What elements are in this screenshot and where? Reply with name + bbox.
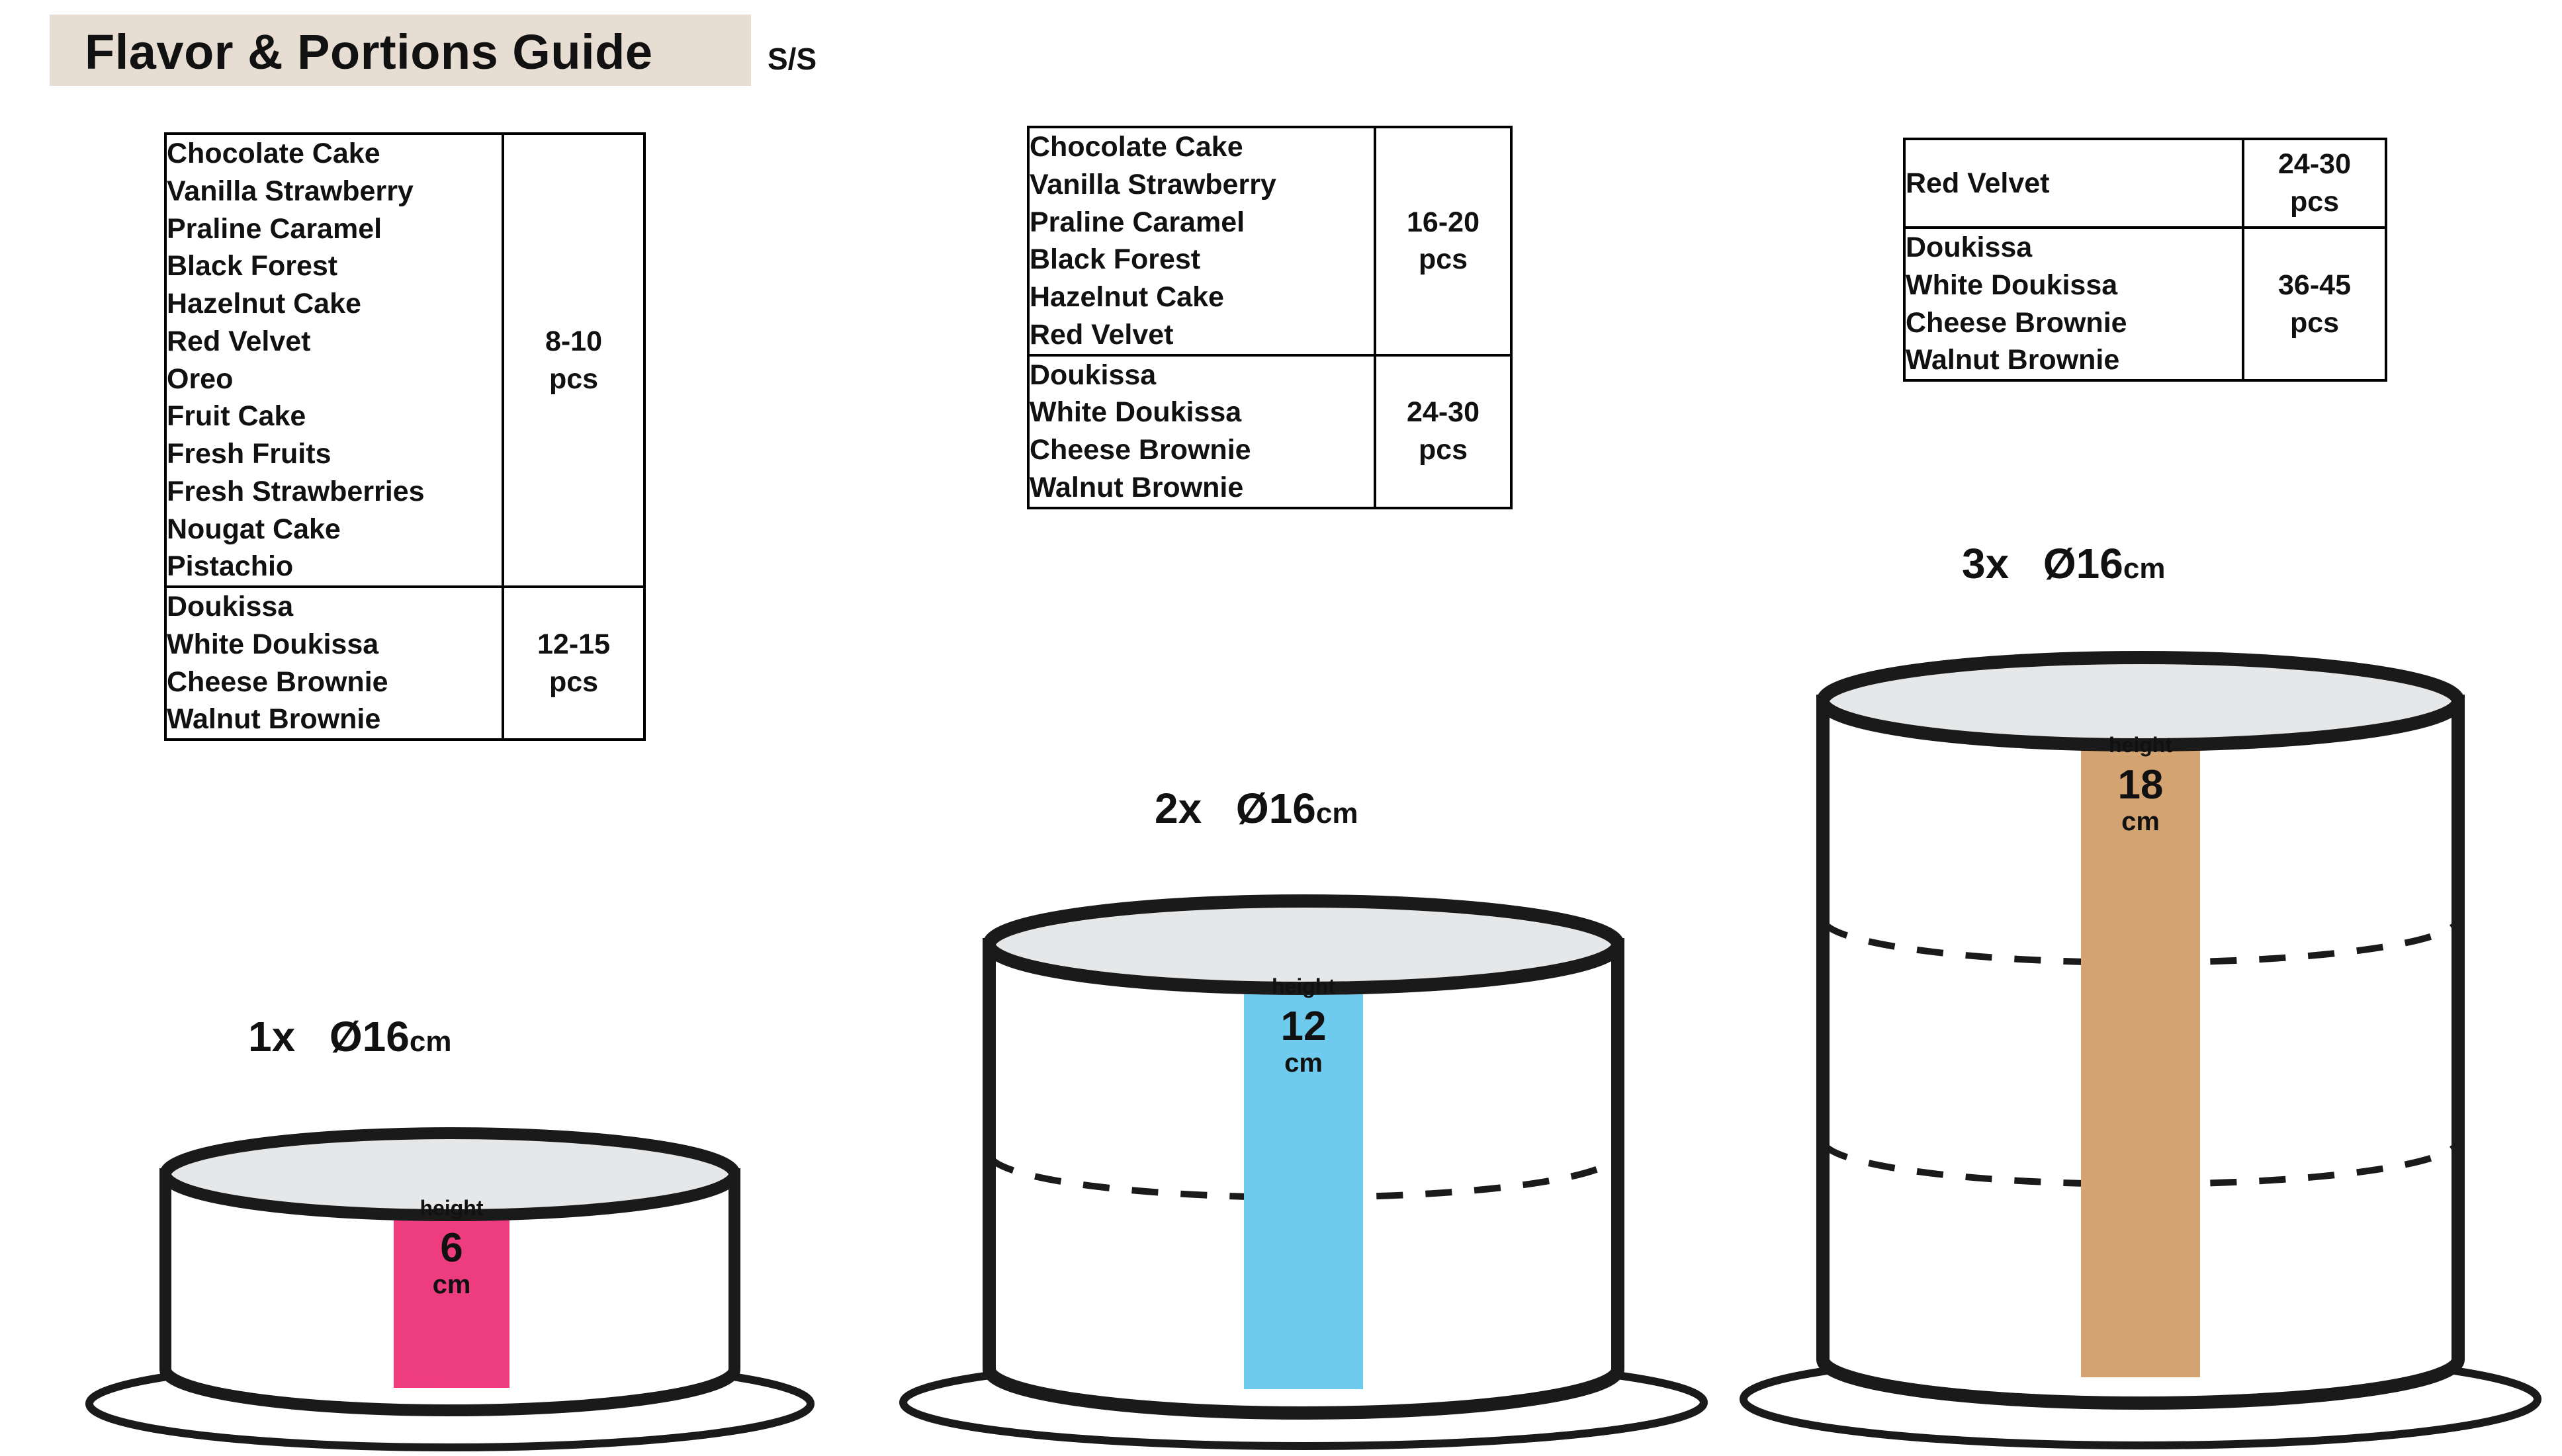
cake-3x-size-label bbox=[1962, 539, 2165, 588]
cake-3x-height-band bbox=[2081, 696, 2200, 1377]
flavor-item: Praline Caramel bbox=[167, 212, 382, 245]
table-row bbox=[165, 134, 644, 587]
flavor-list-cell bbox=[165, 587, 503, 740]
flavor-item: Vanilla Strawberry bbox=[1030, 168, 1276, 200]
portions-value: 24-30 bbox=[1407, 396, 1480, 429]
flavor-item: Pistachio bbox=[167, 550, 294, 583]
flavor-item: Cheese Brownie bbox=[167, 665, 388, 698]
cake-2x-illustration bbox=[873, 867, 1734, 1455]
cake-2x-height-word: height bbox=[1272, 974, 1335, 998]
flavor-item: Red Velvet bbox=[167, 325, 311, 357]
flavor-item: Doukissa bbox=[1906, 232, 2033, 263]
flavor-item: White Doukissa bbox=[167, 628, 379, 660]
table-row bbox=[1028, 127, 1511, 355]
cake-3x-height-value: 18 bbox=[2117, 762, 2164, 808]
page-title: Flavor & Portions Guide bbox=[85, 24, 653, 79]
portions-value: 36-45 bbox=[2278, 269, 2351, 301]
portions-cell bbox=[1375, 355, 1511, 508]
portions-unit: pcs bbox=[1418, 434, 1468, 466]
cake-2x-diameter: Ø16 bbox=[1235, 785, 1316, 832]
flavor-item: Black Forest bbox=[1030, 243, 1201, 276]
cake-2x-quantity: 2x bbox=[1155, 785, 1202, 832]
table-row bbox=[165, 587, 644, 740]
cake-1x-height-value: 6 bbox=[440, 1225, 463, 1271]
flavor-item: Chocolate Cake bbox=[1030, 131, 1243, 163]
cake-1x-illustration bbox=[66, 1098, 834, 1455]
cake-3x-illustration bbox=[1720, 622, 2561, 1455]
cake-2x-height-value: 12 bbox=[1280, 1004, 1327, 1049]
portions-value: 24-30 bbox=[2278, 148, 2351, 181]
cake-2x-height-unit: cm bbox=[1284, 1049, 1323, 1078]
flavor-item: Black Forest bbox=[167, 250, 338, 282]
flavor-list-cell bbox=[1028, 127, 1375, 355]
cake-1x-diameter-unit: cm bbox=[409, 1025, 452, 1058]
cake-3x-height-word: height bbox=[2109, 733, 2172, 757]
flavor-item: Chocolate Cake bbox=[167, 138, 380, 169]
cake-2x-size-label bbox=[1155, 784, 1358, 833]
flavor-item: Red Velvet bbox=[1030, 318, 1174, 351]
cake-3x-quantity: 3x bbox=[1962, 540, 2010, 587]
cake-3x-height-unit: cm bbox=[2121, 807, 2160, 836]
flavor-item: Walnut Brownie bbox=[1906, 344, 2120, 376]
flavor-item: Cheese Brownie bbox=[1906, 306, 2127, 339]
cake-1x-height-word: height bbox=[420, 1196, 484, 1220]
flavor-item: White Doukissa bbox=[1030, 396, 1242, 429]
cake-1x-size-label bbox=[248, 1012, 451, 1061]
flavor-list-cell bbox=[1028, 355, 1375, 508]
flavor-item: Hazelnut Cake bbox=[167, 288, 361, 320]
season-label: S/S bbox=[768, 42, 817, 76]
flavor-list-cell bbox=[165, 134, 503, 587]
portions-unit: pcs bbox=[1418, 243, 1468, 276]
flavor-item: Oreo bbox=[167, 363, 234, 395]
cake-1x-diameter: Ø16 bbox=[329, 1013, 410, 1060]
cake-2x-height-band bbox=[1244, 939, 1363, 1389]
portions-unit: pcs bbox=[2289, 306, 2340, 339]
flavor-item: Praline Caramel bbox=[1030, 206, 1245, 238]
table-row bbox=[1028, 355, 1511, 508]
portions-unit: pcs bbox=[2289, 186, 2340, 218]
cake-2x-diameter-unit: cm bbox=[1315, 797, 1358, 830]
flavor-item: Nougat Cake bbox=[167, 513, 341, 545]
portions-cell bbox=[503, 587, 644, 740]
flavor-item: Fresh Strawberries bbox=[167, 475, 425, 507]
portions-table-1x bbox=[164, 132, 646, 741]
flavor-item: Walnut Brownie bbox=[1030, 471, 1244, 503]
cake-1x-height-unit: cm bbox=[432, 1270, 471, 1299]
portions-unit: pcs bbox=[549, 665, 599, 698]
portions-unit: pcs bbox=[549, 363, 599, 395]
flavor-list-cell bbox=[1904, 139, 2243, 228]
cake-3x-diameter: Ø16 bbox=[2043, 540, 2123, 587]
table-row bbox=[1904, 228, 2386, 380]
flavor-item: Red Velvet bbox=[1906, 167, 2050, 199]
portions-value: 12-15 bbox=[537, 628, 610, 660]
portions-value: 16-20 bbox=[1407, 206, 1480, 238]
portions-cell bbox=[1375, 127, 1511, 355]
portions-cell bbox=[503, 134, 644, 587]
portions-cell bbox=[2243, 228, 2386, 380]
table-row bbox=[1904, 139, 2386, 228]
portions-table-3x bbox=[1903, 138, 2387, 382]
flavor-item: Doukissa bbox=[1030, 359, 1157, 391]
flavor-item: Cheese Brownie bbox=[1030, 434, 1251, 466]
flavor-item: Fresh Fruits bbox=[167, 438, 331, 470]
portions-table-2x bbox=[1027, 126, 1513, 509]
flavor-item: White Doukissa bbox=[1906, 269, 2118, 301]
flavor-item: Vanilla Strawberry bbox=[167, 175, 414, 207]
cake-1x-quantity: 1x bbox=[248, 1013, 296, 1060]
cake-3x-diameter-unit: cm bbox=[2123, 552, 2166, 585]
flavor-item: Hazelnut Cake bbox=[1030, 281, 1224, 313]
flavor-item: Walnut Brownie bbox=[167, 703, 381, 736]
flavor-item: Fruit Cake bbox=[167, 400, 306, 433]
flavor-item: Doukissa bbox=[167, 591, 294, 622]
flavor-list-cell bbox=[1904, 228, 2243, 380]
portions-cell bbox=[2243, 139, 2386, 228]
portions-value: 8-10 bbox=[545, 325, 603, 357]
